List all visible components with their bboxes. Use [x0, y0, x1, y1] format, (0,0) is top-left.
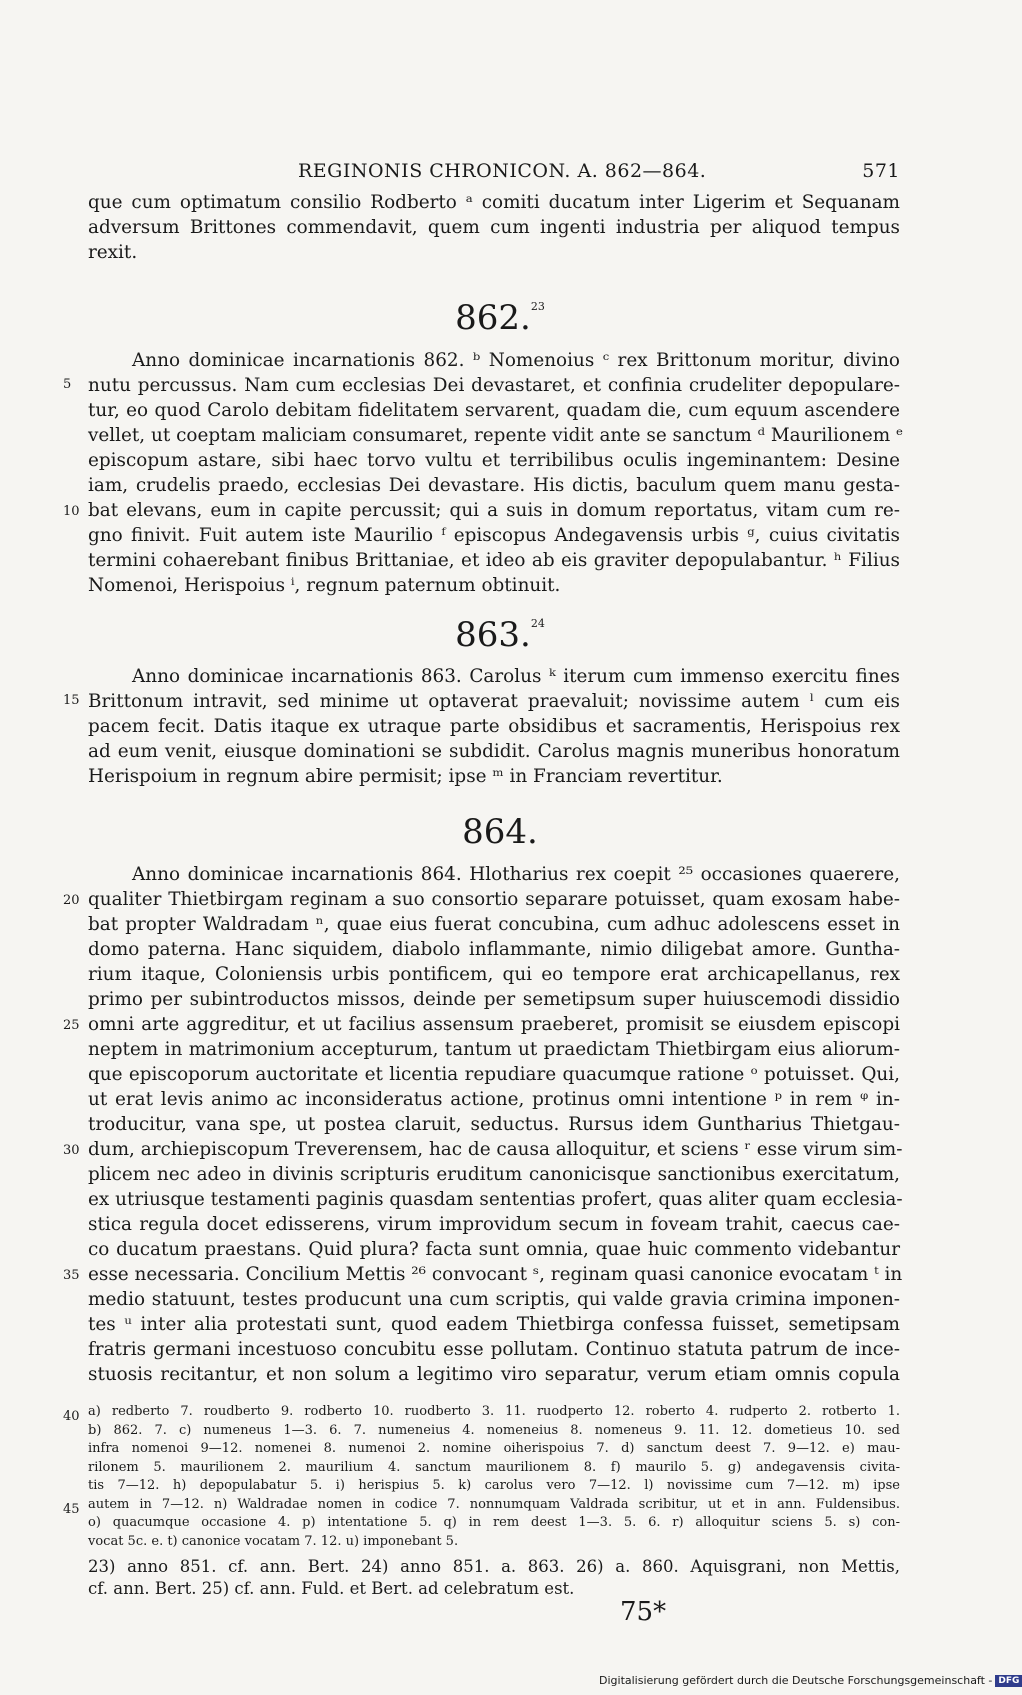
year-heading-863: 863.24 — [455, 615, 545, 655]
text-line: fratris germani incestuoso concubitu esse pollutam. Continuo statuta patrum de ince- — [88, 1339, 900, 1360]
text-line: esse necessaria. Concilium Mettis ²⁶ convocant ˢ, reginam quasi canonice evocatam ᵗ in — [88, 1264, 903, 1285]
text-line: neptem in matrimonium accepturum, tantum ut praedictam Thietbirgam eius aliorum- — [88, 1039, 900, 1060]
signature-mark: 75* — [620, 1597, 667, 1627]
text-line: termini cohaerebant finibus Brittaniae, et ideo ab eis graviter depopulabantur. ʰ Filius — [88, 550, 900, 571]
text-line: Herispoium in regnum abire permisit; ipse ᵐ in Franciam revertitur. — [88, 766, 723, 787]
text-line: tur, eo quod Carolo debitam fidelitatem servarent, quadam die, cum equum ascendere — [88, 400, 900, 421]
intro-paragraph — [88, 190, 900, 265]
text-line: rexit. — [88, 242, 138, 263]
line-number: 30 — [63, 1143, 80, 1158]
entry-864 — [88, 862, 903, 1387]
page-number: 571 — [862, 160, 900, 182]
variant-line: autem in 7—12. n) Waldradae nomen in codice 7. nonnumquam Valdrada scribitur, ut et in ann. Fuldensibus. — [88, 1496, 900, 1512]
text-line: omni arte aggreditur, et ut facilius assensum praeberet, promisit se eiusdem episcopi — [88, 1014, 900, 1035]
historical-footnotes — [88, 1556, 900, 1600]
year-note-marker: 24 — [530, 617, 545, 630]
line-number: 20 — [63, 893, 80, 908]
digitization-credit — [599, 1674, 1022, 1687]
text-line: Nomenoi, Herispoius ⁱ, regnum paternum obtinuit. — [88, 575, 561, 596]
text-line: vellet, ut coeptam maliciam consumaret, repente vidit ante se sanctum ᵈ Maurilionem ᵉ — [88, 425, 904, 446]
variant-line: a) redberto 7. roudberto 9. rodberto 10. ruodberto 3. 11. ruodperto 12. roberto 4. rudperto 2. rotberto 1. — [88, 1404, 900, 1419]
variant-line: b) 862. 7. c) numeneus 1—3. 6. 7. numeneius 4. nomeneius 8. nomeneus 9. 11. 12. dometieus 10. sed — [88, 1422, 900, 1438]
variant-line: tis 7—12. h) depopulabatur 5. i) herispius 5. k) carolus vero 7—12. l) novissime cum 7—12. m) ipse — [88, 1478, 900, 1493]
variant-readings — [88, 1403, 900, 1551]
line-number: 40 — [63, 1409, 80, 1424]
line-number: 10 — [63, 504, 80, 519]
year-heading-862: 862.23 — [455, 298, 545, 338]
variant-line: rilonem 5. maurilionem 2. maurilium 4. sanctum maurilionem 8. f) maurilo 5. g) andegavensis civita- — [88, 1459, 900, 1475]
text-line: tes ᵘ inter alia protestati sunt, quod eadem Thietbirga confessa fuisset, semetipsam — [88, 1314, 900, 1335]
line-number: 35 — [63, 1268, 80, 1283]
text-line: primo per subintroductos missos, deinde per semetipsum super huiuscemodi dissidio — [88, 989, 900, 1010]
text-line: co ducatum praestans. Quid plura? facta sunt omnia, quae huic commento videbantur — [88, 1239, 900, 1260]
year-heading-864: 864. — [462, 812, 538, 852]
variant-line: o) quacumque occasione 4. p) intentatione 5. q) in rem deest 1—3. 5. 6. r) alloquitur sciens 5. s) con- — [88, 1515, 900, 1530]
text-line: pacem fecit. Datis itaque ex utraque parte obsidibus et sacramentis, Herispoius rex — [88, 716, 900, 737]
text-line: Anno dominicae incarnationis 863. Carolus ᵏ iterum cum immenso exercitu fines — [132, 666, 900, 687]
footnote-line: cf. ann. Bert. 25) cf. ann. Fuld. et Bert. ad celebratum est. — [88, 1579, 575, 1598]
text-line: episcopum astare, sibi haec torvo vultu et terribilibus oculis ingeminantem: Desine — [88, 450, 900, 471]
line-number: 25 — [63, 1018, 80, 1033]
text-line: dum, archiepiscopum Treverensem, hac de causa alloquitur, et sciens ʳ esse virum sim- — [88, 1139, 903, 1160]
text-line: ad eum venit, eiusque dominationi se subdidit. Carolus magnis muneribus honoratum — [88, 741, 900, 762]
text-line: domo paterna. Hanc siquidem, diabolo inflammante, nimio diligebat amore. Guntha- — [88, 939, 900, 960]
text-line: iam, crudelis praedo, ecclesias Dei devastare. His dictis, baculum quem manu gesta- — [88, 475, 900, 496]
text-line: Anno dominicae incarnationis 862. ᵇ Nomenoius ᶜ rex Brittonum moritur, divino — [132, 350, 900, 371]
text-line: stuosis recitantur, et non solum a legitimo viro separatur, verum etiam omnis copula — [88, 1364, 900, 1385]
text-line: stica regula docet edisserens, virum improvidum secum in foveam trahit, caecus cae- — [88, 1214, 900, 1235]
line-number: 45 — [63, 1502, 80, 1517]
text-line: bat elevans, eum in capite percussit; qui a suis in domum reportatus, vitam cum re- — [88, 500, 900, 521]
text-line: que cum optimatum consilio Rodberto ᵃ comiti ducatum inter Ligerim et Sequanam — [88, 192, 900, 213]
text-line: bat propter Waldradam ⁿ, quae eius fuerat concubina, cum adhuc adolescens esset in — [88, 914, 900, 935]
entry-862 — [88, 348, 904, 598]
dfg-logo: DFG — [995, 1675, 1022, 1687]
variant-line: vocat 5c. e. t) canonice vocatam 7. 12. u) imponebant 5. — [88, 1533, 459, 1549]
entry-863 — [88, 664, 900, 789]
text-line: plicem nec adeo in divinis scripturis eruditum canonicisque sanctionibus exercitatum, — [88, 1164, 900, 1185]
year-note-marker: 23 — [530, 300, 545, 313]
variant-line: infra nomenoi 9—12. nomenei 8. numenoi 2. nomine oiherispoius 7. d) sanctum deest 7. 9—12. e) mau- — [88, 1441, 900, 1456]
text-line: adversum Brittones commendavit, quem cum ingenti industria per aliquod tempus — [88, 217, 900, 238]
text-line: ut erat levis animo ac inconsideratus actione, protinus omni intentione ᵖ in rem ᵠ in- — [88, 1089, 900, 1110]
text-line: troducitur, vana spe, ut postea claruit, seductus. Rursus idem Guntharius Thietgau- — [88, 1114, 900, 1135]
text-line: medio statuunt, testes producunt una cum scriptis, qui valde gravia crimina imponen- — [88, 1289, 900, 1310]
text-line: rium itaque, Coloniensis urbis pontificem, qui eo tempore erat archicapellanus, rex — [88, 964, 900, 985]
running-title: REGINONIS CHRONICON. A. 862—864. — [298, 160, 707, 182]
text-line: que episcoporum auctoritate et licentia repudiare quacumque ratione ᵒ potuisset. Qui, — [88, 1064, 900, 1085]
text-line: Brittonum intravit, sed minime ut optaverat praevaluit; novissime autem ˡ cum eis — [88, 691, 900, 712]
text-line: ex utriusque testamenti paginis quasdam sententias profert, quas aliter quam ecclesia- — [88, 1189, 903, 1210]
text-line: gno finivit. Fuit autem iste Maurilio ᶠ episcopus Andegavensis urbis ᵍ, cuius civitatis — [88, 525, 900, 546]
footnote-line: 23) anno 851. cf. ann. Bert. 24) anno 851. a. 863. 26) a. 860. Aquisgrani, non Mettis, — [88, 1557, 900, 1576]
line-number: 15 — [63, 693, 80, 708]
credit-text: Digitalisierung gefördert durch die Deutsche Forschungsgemeinschaft - — [599, 1674, 993, 1687]
line-number: 5 — [63, 377, 72, 392]
text-line: nutu percussus. Nam cum ecclesias Dei devastaret, et confinia crudeliter depopulare- — [88, 375, 900, 396]
text-line: Anno dominicae incarnationis 864. Hlotharius rex coepit ²⁵ occasiones quaerere, — [132, 864, 900, 885]
running-head — [88, 160, 900, 188]
text-line: qualiter Thietbirgam reginam a suo consortio separare potuisset, quam exosam habe- — [88, 889, 900, 910]
